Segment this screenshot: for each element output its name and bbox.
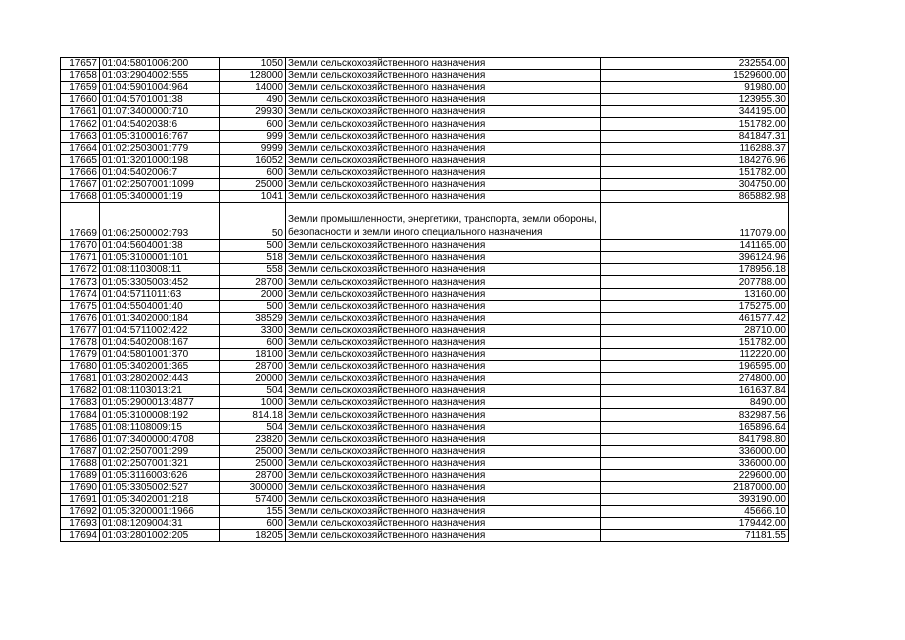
area-cell: 50 <box>220 203 286 240</box>
land-category-cell: Земли сельскохозяйственного назначения <box>286 191 601 203</box>
area-cell: 29930 <box>220 106 286 118</box>
row-number-cell: 17675 <box>61 300 100 312</box>
land-category-cell: Земли сельскохозяйственного назначения <box>286 433 601 445</box>
table-row <box>61 312 789 324</box>
cadastral-number-cell: 01:05:3100008:192 <box>100 409 220 421</box>
cadastral-number-cell: 01:03:2802002:443 <box>100 373 220 385</box>
land-category-cell: Земли сельскохозяйственного назначения <box>286 130 601 142</box>
table-row <box>61 166 789 178</box>
cadastral-number-cell: 01:04:5801001:370 <box>100 348 220 360</box>
cadastral-number-cell: 01:08:1103008:11 <box>100 264 220 276</box>
land-category-cell: Земли сельскохозяйственного назначения <box>286 106 601 118</box>
area-cell: 600 <box>220 336 286 348</box>
value-cell: 393190.00 <box>601 494 789 506</box>
table-row <box>61 191 789 203</box>
cadastral-number-cell: 01:08:1108009:15 <box>100 421 220 433</box>
land-category-cell: Земли сельскохозяйственного назначения <box>286 288 601 300</box>
value-cell: 179442.00 <box>601 518 789 530</box>
table-row <box>61 178 789 190</box>
row-number-cell: 17664 <box>61 142 100 154</box>
cadastral-number-cell: 01:05:3100001:101 <box>100 252 220 264</box>
cadastral-number-cell: 01:05:3100016:767 <box>100 130 220 142</box>
area-cell: 300000 <box>220 482 286 494</box>
value-cell: 151782.00 <box>601 118 789 130</box>
land-category-cell: Земли сельскохозяйственного назначения <box>286 373 601 385</box>
land-category-cell: Земли сельскохозяйственного назначения <box>286 530 601 542</box>
value-cell: 396124.96 <box>601 252 789 264</box>
table-row <box>61 82 789 94</box>
row-number-cell: 17688 <box>61 457 100 469</box>
land-category-cell: Земли сельскохозяйственного назначения <box>286 506 601 518</box>
value-cell: 151782.00 <box>601 336 789 348</box>
row-number-cell: 17661 <box>61 106 100 118</box>
row-number-cell: 17691 <box>61 494 100 506</box>
row-number-cell: 17684 <box>61 409 100 421</box>
value-cell: 274800.00 <box>601 373 789 385</box>
area-cell: 1041 <box>220 191 286 203</box>
table-row <box>61 445 789 457</box>
table-row <box>61 106 789 118</box>
cadastral-number-cell: 01:04:5711011:63 <box>100 288 220 300</box>
area-cell: 18205 <box>220 530 286 542</box>
cadastral-number-cell: 01:07:3400000:710 <box>100 106 220 118</box>
table-row <box>61 457 789 469</box>
cadastral-number-cell: 01:04:5701001:38 <box>100 94 220 106</box>
area-cell: 518 <box>220 252 286 264</box>
area-cell: 25000 <box>220 445 286 457</box>
area-cell: 504 <box>220 421 286 433</box>
area-cell: 1050 <box>220 58 286 70</box>
area-cell: 38529 <box>220 312 286 324</box>
cadastral-number-cell: 01:03:2904002:555 <box>100 70 220 82</box>
cadastral-number-cell: 01:05:3402001:218 <box>100 494 220 506</box>
value-cell: 841847.31 <box>601 130 789 142</box>
value-cell: 28710.00 <box>601 324 789 336</box>
cadastral-number-cell: 01:05:3116003:626 <box>100 469 220 481</box>
value-cell: 91980.00 <box>601 82 789 94</box>
value-cell: 13160.00 <box>601 288 789 300</box>
row-number-cell: 17657 <box>61 58 100 70</box>
table-row <box>61 433 789 445</box>
land-category-cell: Земли сельскохозяйственного назначения <box>286 264 601 276</box>
land-category-cell: Земли сельскохозяйственного назначения <box>286 82 601 94</box>
cadastral-number-cell: 01:04:5402038:6 <box>100 118 220 130</box>
row-number-cell: 17663 <box>61 130 100 142</box>
row-number-cell: 17669 <box>61 203 100 240</box>
cadastral-number-cell: 01:05:3305003:452 <box>100 276 220 288</box>
cadastral-number-cell: 01:08:1209004:31 <box>100 518 220 530</box>
area-cell: 14000 <box>220 82 286 94</box>
value-cell: 45666.10 <box>601 506 789 518</box>
value-cell: 196595.00 <box>601 361 789 373</box>
cadastral-number-cell: 01:04:5402008:167 <box>100 336 220 348</box>
value-cell: 116288.37 <box>601 142 789 154</box>
land-category-cell: Земли сельскохозяйственного назначения <box>286 142 601 154</box>
row-number-cell: 17660 <box>61 94 100 106</box>
table-row <box>61 336 789 348</box>
row-number-cell: 17671 <box>61 252 100 264</box>
land-category-cell: Земли сельскохозяйственного назначения <box>286 445 601 457</box>
cadastral-number-cell: 01:05:3200001:1966 <box>100 506 220 518</box>
area-cell: 28700 <box>220 361 286 373</box>
area-cell: 1000 <box>220 397 286 409</box>
row-number-cell: 17681 <box>61 373 100 385</box>
value-cell: 841798.80 <box>601 433 789 445</box>
value-cell: 161637.84 <box>601 385 789 397</box>
table-row <box>61 469 789 481</box>
area-cell: 28700 <box>220 276 286 288</box>
cadastral-number-cell: 01:01:3201000:198 <box>100 154 220 166</box>
row-number-cell: 17667 <box>61 178 100 190</box>
row-number-cell: 17673 <box>61 276 100 288</box>
area-cell: 600 <box>220 518 286 530</box>
value-cell: 304750.00 <box>601 178 789 190</box>
land-category-cell: Земли промышленности, энергетики, транспорта, земли обороны, безопасности и земли иного специального назначения <box>286 203 601 240</box>
table-row <box>61 506 789 518</box>
cadastral-number-cell: 01:02:2507001:299 <box>100 445 220 457</box>
table-row <box>61 518 789 530</box>
land-category-cell: Земли сельскохозяйственного назначения <box>286 58 601 70</box>
row-number-cell: 17672 <box>61 264 100 276</box>
land-parcel-table <box>60 57 789 542</box>
row-number-cell: 17679 <box>61 348 100 360</box>
cadastral-number-cell: 01:06:2500002:793 <box>100 203 220 240</box>
land-category-cell: Земли сельскохозяйственного назначения <box>286 385 601 397</box>
value-cell: 184276.96 <box>601 154 789 166</box>
land-category-cell: Земли сельскохозяйственного назначения <box>286 94 601 106</box>
cadastral-number-cell: 01:02:2507001:321 <box>100 457 220 469</box>
land-category-cell: Земли сельскохозяйственного назначения <box>286 300 601 312</box>
row-number-cell: 17665 <box>61 154 100 166</box>
row-number-cell: 17686 <box>61 433 100 445</box>
land-category-cell: Земли сельскохозяйственного назначения <box>286 348 601 360</box>
area-cell: 28700 <box>220 469 286 481</box>
table-row <box>61 385 789 397</box>
area-cell: 490 <box>220 94 286 106</box>
table-row <box>61 154 789 166</box>
land-category-cell: Земли сельскохозяйственного назначения <box>286 397 601 409</box>
row-number-cell: 17680 <box>61 361 100 373</box>
table-row <box>61 130 789 142</box>
table-row <box>61 397 789 409</box>
cadastral-number-cell: 01:07:3400000:4708 <box>100 433 220 445</box>
table-row <box>61 142 789 154</box>
row-number-cell: 17692 <box>61 506 100 518</box>
cadastral-number-cell: 01:02:2507001:1099 <box>100 178 220 190</box>
row-number-cell: 17690 <box>61 482 100 494</box>
land-category-cell: Земли сельскохозяйственного назначения <box>286 166 601 178</box>
value-cell: 71181.55 <box>601 530 789 542</box>
table-row <box>61 482 789 494</box>
cadastral-number-cell: 01:03:2801002:205 <box>100 530 220 542</box>
row-number-cell: 17694 <box>61 530 100 542</box>
value-cell: 123955.30 <box>601 94 789 106</box>
value-cell: 8490.00 <box>601 397 789 409</box>
land-category-cell: Земли сельскохозяйственного назначения <box>286 482 601 494</box>
land-category-cell: Земли сельскохозяйственного назначения <box>286 494 601 506</box>
area-cell: 500 <box>220 300 286 312</box>
cadastral-number-cell: 01:04:5801006:200 <box>100 58 220 70</box>
table-row <box>61 361 789 373</box>
land-category-cell: Земли сельскохозяйственного назначения <box>286 469 601 481</box>
table-row <box>61 300 789 312</box>
table-row <box>61 409 789 421</box>
land-category-cell: Земли сельскохозяйственного назначения <box>286 252 601 264</box>
land-category-cell: Земли сельскохозяйственного назначения <box>286 518 601 530</box>
area-cell: 3300 <box>220 324 286 336</box>
area-cell: 600 <box>220 118 286 130</box>
table-body <box>61 58 789 542</box>
cadastral-number-cell: 01:05:3402001:365 <box>100 361 220 373</box>
table-row <box>61 276 789 288</box>
table-row <box>61 530 789 542</box>
area-cell: 2000 <box>220 288 286 300</box>
row-number-cell: 17678 <box>61 336 100 348</box>
area-cell: 128000 <box>220 70 286 82</box>
value-cell: 207788.00 <box>601 276 789 288</box>
table-row <box>61 373 789 385</box>
area-cell: 999 <box>220 130 286 142</box>
table-row <box>61 494 789 506</box>
row-number-cell: 17668 <box>61 191 100 203</box>
area-cell: 16052 <box>220 154 286 166</box>
cadastral-number-cell: 01:05:2900013:4877 <box>100 397 220 409</box>
area-cell: 500 <box>220 240 286 252</box>
land-category-cell: Земли сельскохозяйственного назначения <box>286 324 601 336</box>
land-category-cell: Земли сельскохозяйственного назначения <box>286 178 601 190</box>
cadastral-number-cell: 01:05:3305002:527 <box>100 482 220 494</box>
value-cell: 461577.42 <box>601 312 789 324</box>
land-category-cell: Земли сельскохозяйственного назначения <box>286 421 601 433</box>
area-cell: 600 <box>220 166 286 178</box>
value-cell: 336000.00 <box>601 445 789 457</box>
cadastral-number-cell: 01:04:5711002:422 <box>100 324 220 336</box>
value-cell: 112220.00 <box>601 348 789 360</box>
value-cell: 178956.18 <box>601 264 789 276</box>
land-category-cell: Земли сельскохозяйственного назначения <box>286 240 601 252</box>
table-row <box>61 348 789 360</box>
value-cell: 865882.98 <box>601 191 789 203</box>
cadastral-number-cell: 01:04:5901004:964 <box>100 82 220 94</box>
value-cell: 832987.56 <box>601 409 789 421</box>
land-category-cell: Земли сельскохозяйственного назначения <box>286 154 601 166</box>
cadastral-number-cell: 01:04:5604001:38 <box>100 240 220 252</box>
cadastral-number-cell: 01:04:5504001:40 <box>100 300 220 312</box>
table-row <box>61 252 789 264</box>
value-cell: 1529600.00 <box>601 70 789 82</box>
row-number-cell: 17666 <box>61 166 100 178</box>
area-cell: 25000 <box>220 457 286 469</box>
land-category-cell: Земли сельскохозяйственного назначения <box>286 409 601 421</box>
table-row <box>61 264 789 276</box>
land-category-cell: Земли сельскохозяйственного назначения <box>286 276 601 288</box>
area-cell: 814.18 <box>220 409 286 421</box>
value-cell: 336000.00 <box>601 457 789 469</box>
row-number-cell: 17685 <box>61 421 100 433</box>
area-cell: 18100 <box>220 348 286 360</box>
table-row <box>61 70 789 82</box>
land-category-cell: Земли сельскохозяйственного назначения <box>286 457 601 469</box>
value-cell: 232554.00 <box>601 58 789 70</box>
row-number-cell: 17674 <box>61 288 100 300</box>
table-row <box>61 203 789 240</box>
row-number-cell: 17687 <box>61 445 100 457</box>
area-cell: 23820 <box>220 433 286 445</box>
land-category-cell: Земли сельскохозяйственного назначения <box>286 336 601 348</box>
table-row <box>61 324 789 336</box>
row-number-cell: 17689 <box>61 469 100 481</box>
cadastral-number-cell: 01:05:3400001:19 <box>100 191 220 203</box>
area-cell: 9999 <box>220 142 286 154</box>
row-number-cell: 17662 <box>61 118 100 130</box>
land-category-cell: Земли сельскохозяйственного назначения <box>286 70 601 82</box>
row-number-cell: 17658 <box>61 70 100 82</box>
area-cell: 558 <box>220 264 286 276</box>
value-cell: 175275.00 <box>601 300 789 312</box>
area-cell: 25000 <box>220 178 286 190</box>
area-cell: 504 <box>220 385 286 397</box>
value-cell: 141165.00 <box>601 240 789 252</box>
value-cell: 2187000.00 <box>601 482 789 494</box>
row-number-cell: 17683 <box>61 397 100 409</box>
table-row <box>61 240 789 252</box>
value-cell: 117079.00 <box>601 203 789 240</box>
cadastral-number-cell: 01:08:1103013:21 <box>100 385 220 397</box>
row-number-cell: 17670 <box>61 240 100 252</box>
table-row <box>61 58 789 70</box>
land-category-cell: Земли сельскохозяйственного назначения <box>286 118 601 130</box>
row-number-cell: 17676 <box>61 312 100 324</box>
cadastral-number-cell: 01:01:3402000:184 <box>100 312 220 324</box>
row-number-cell: 17659 <box>61 82 100 94</box>
area-cell: 20000 <box>220 373 286 385</box>
value-cell: 165896.64 <box>601 421 789 433</box>
land-category-cell: Земли сельскохозяйственного назначения <box>286 361 601 373</box>
value-cell: 344195.00 <box>601 106 789 118</box>
table-row <box>61 288 789 300</box>
table-row <box>61 421 789 433</box>
cadastral-number-cell: 01:02:2503001:779 <box>100 142 220 154</box>
land-category-cell: Земли сельскохозяйственного назначения <box>286 312 601 324</box>
row-number-cell: 17677 <box>61 324 100 336</box>
area-cell: 155 <box>220 506 286 518</box>
value-cell: 229600.00 <box>601 469 789 481</box>
row-number-cell: 17693 <box>61 518 100 530</box>
cadastral-number-cell: 01:04:5402006:7 <box>100 166 220 178</box>
value-cell: 151782.00 <box>601 166 789 178</box>
table-row <box>61 118 789 130</box>
row-number-cell: 17682 <box>61 385 100 397</box>
area-cell: 57400 <box>220 494 286 506</box>
table-row <box>61 94 789 106</box>
